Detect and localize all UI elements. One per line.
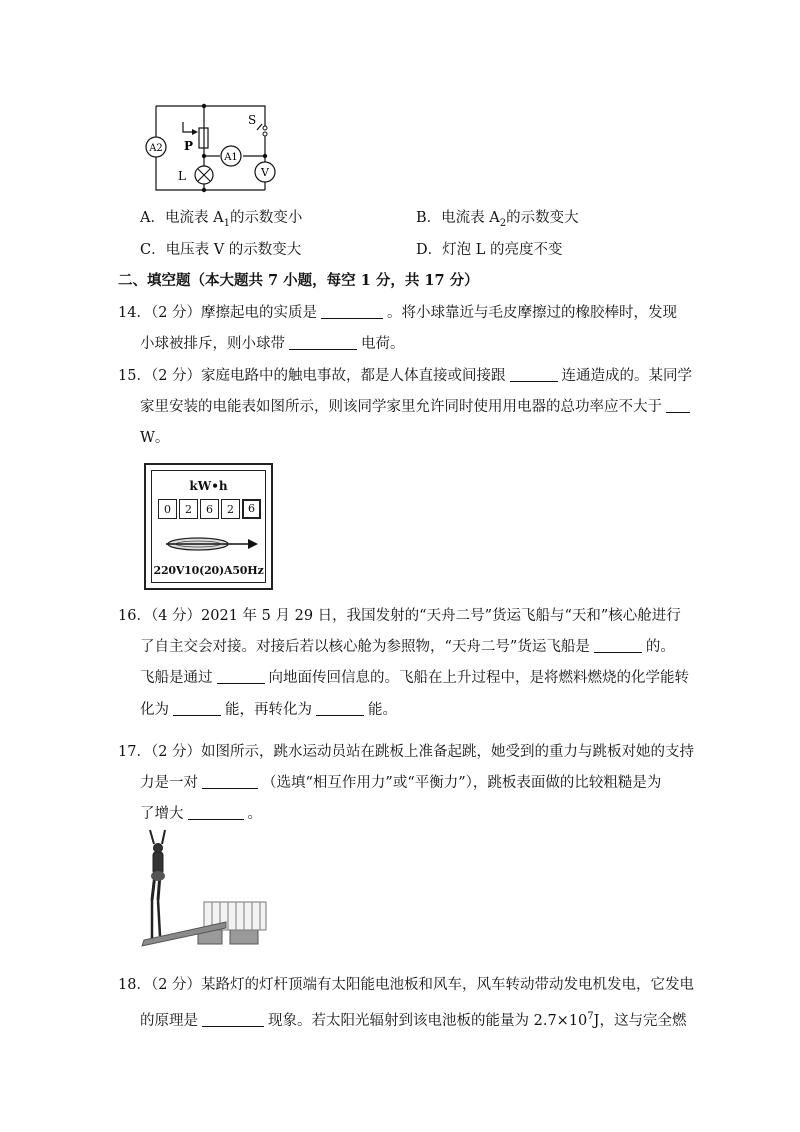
q17-blank-2[interactable] — [188, 805, 244, 820]
electricity-meter — [144, 463, 273, 590]
s-label: S — [248, 113, 257, 127]
q15-blank-1[interactable] — [510, 367, 558, 382]
q18-line1: 18．（2 分）某路灯的灯杆顶端有太阳能电池板和风车，风车转动带动发电机发电，它发电 — [118, 977, 695, 993]
option-d[interactable]: D．灯泡 L 的亮度不变 — [416, 242, 563, 258]
q16-blank-1[interactable] — [594, 638, 642, 653]
rotation-arrow-icon — [162, 533, 260, 555]
q14-blank-2[interactable] — [289, 335, 357, 350]
q14-line1: 14．（2 分）摩擦起电的实质是 。将小球靠近与毛皮摩擦过的橡胶棒时，发现 — [118, 305, 678, 321]
q17-blank-1[interactable] — [202, 774, 258, 789]
meter-rating: 220V10(20)A50Hz — [153, 564, 264, 577]
q16-line1: 16．（4 分）2021 年 5 月 29 日，我国发射的“天舟二号”货运飞船与“天和”核心舱进行 — [118, 608, 681, 624]
meter-digits — [158, 499, 261, 519]
v-label: V — [261, 166, 269, 179]
q16-line3: 飞船是通过 向地面传回信息的。飞船在上升过程中，是将燃料燃烧的化学能转 — [140, 670, 689, 686]
option-c[interactable]: C．电压表 V 的示数变大 — [140, 242, 302, 258]
meter-digit: 2 — [221, 499, 240, 519]
q16-blank-4[interactable] — [316, 701, 364, 716]
meter-digit-last: 6 — [242, 499, 261, 519]
diver-illustration — [138, 828, 270, 960]
q18-blank-1[interactable] — [202, 1012, 264, 1027]
q16-line4: 化为 能，再转化为 能。 — [140, 702, 397, 718]
option-a[interactable]: A．电流表 $A_1$的示数变小 — [140, 210, 303, 229]
q15-line1: 15．（2 分）家庭电路中的触电事故，都是人体直接或间接跟 连通造成的。某同学 — [118, 368, 693, 384]
option-b[interactable]: B．电流表 $A_2$的示数变大 — [416, 210, 579, 229]
q14-line2: 小球被排斥，则小球带 电荷。 — [140, 336, 405, 352]
meter-digit: 2 — [179, 499, 198, 519]
q16-blank-2[interactable] — [217, 669, 265, 684]
p-label: P — [184, 139, 194, 153]
meter-digit: 6 — [200, 499, 219, 519]
q18-line2: 的原理是 现象。若太阳光辐射到该电池板的能量为 $2.7\times 10^7J$，这与完全燃 — [140, 1011, 687, 1029]
q14-blank-1[interactable] — [321, 304, 383, 319]
q16-line2: 了自主交会对接。对接后若以核心舱为参照物，“天舟二号”货运飞船是 的。 — [140, 639, 675, 655]
section-heading: 二、填空题（本大题共 7 小题，每空 1 分，共 17 分） — [118, 272, 479, 289]
q17-line2: 力是一对 （选填“相互作用力”或“平衡力”），跳板表面做的比较粗糙是为 — [140, 775, 662, 791]
circuit-diagram — [140, 98, 280, 198]
a1-label: A1 — [224, 152, 238, 163]
q17-line3: 了增大 。 — [140, 806, 262, 822]
a2-label: A2 — [149, 143, 163, 154]
q15-blank-2[interactable] — [666, 398, 690, 413]
meter-digit: 0 — [158, 499, 177, 519]
q16-blank-3[interactable] — [173, 701, 221, 716]
q15-line2: 家里安装的电能表如图所示，则该同学家里允许同时使用用电器的总功率应不大于 — [140, 397, 694, 417]
q15-line3: W。 — [140, 430, 170, 446]
q17-line1: 17．（2 分）如图所示，跳水运动员站在跳板上准备起跳，她受到的重力与跳板对她的支持 — [118, 744, 695, 760]
l-label: L — [178, 169, 186, 183]
meter-unit: kW•h — [189, 479, 228, 493]
